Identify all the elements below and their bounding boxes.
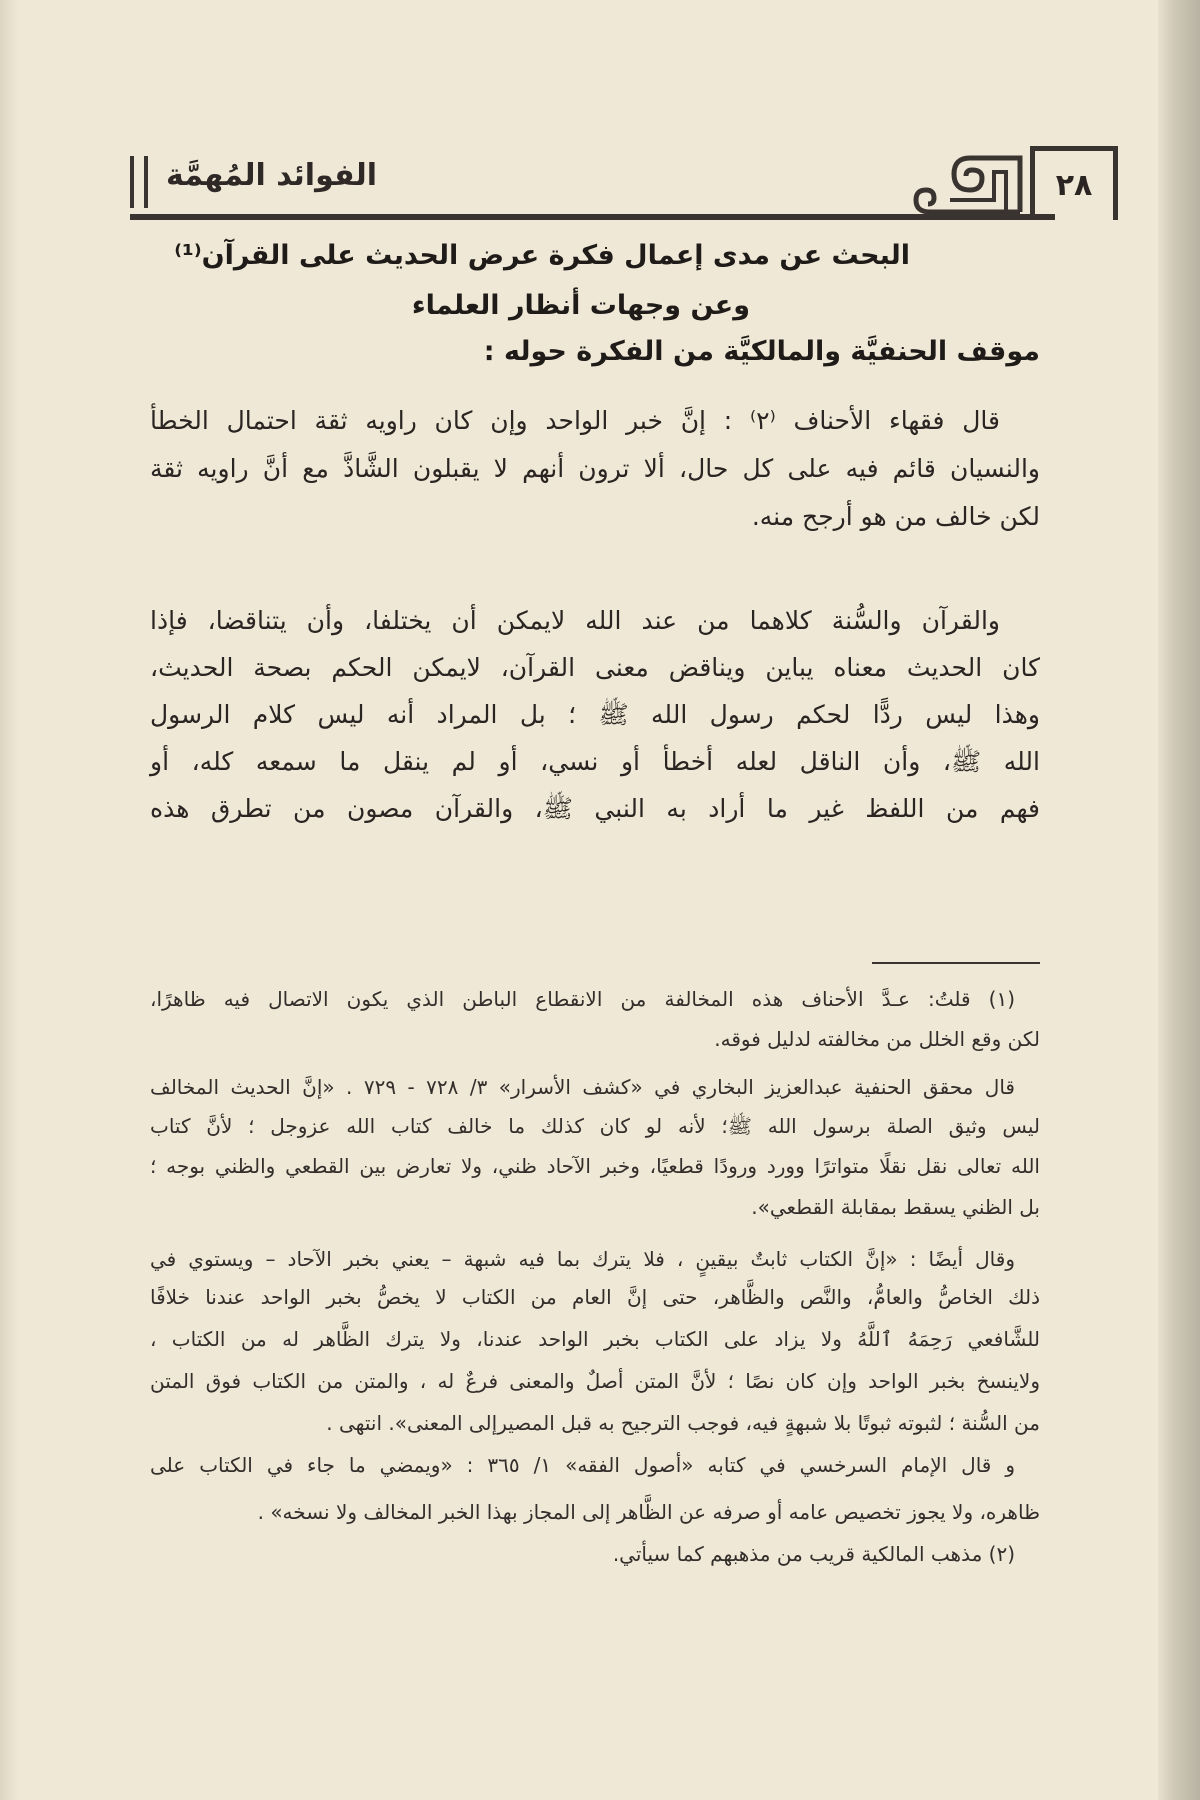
footnote-line: لكن وقع الخلل من مخالفته لدليل فوقه. <box>714 1027 1040 1051</box>
footnote-line: للشَّافعي رَحِمَهُ ٱللَّهُ ولا يزاد على الكتاب بخبر الواحد عندنا، ولا يترك الظَّاهر له من الكتاب ، <box>150 1327 1040 1351</box>
body-line: لكن خالف من هو أرجح منه. <box>751 502 1040 531</box>
footnote-line: ليس وثيق الصلة برسول الله ﷺ؛ لأنه لو كان كذلك ما خالف كتاب الله عزوجل ؛ لأنَّ كتاب <box>150 1114 1040 1138</box>
footnote-line: و قال الإمام السرخسي في كتابه «أصول الفقه» ١/ ٣٦٥ : «ويمضي ما جاء في الكتاب على <box>150 1453 1015 1477</box>
footnote-separator <box>872 962 1040 964</box>
footnote-line: الله تعالى نقل نقلًا متواترًا وورد ورودًا قطعيًا، وخبر الآحاد ظني، ولا تعارض بين القطعي والظني بوجه ؛ <box>150 1154 1040 1178</box>
section-heading: البحث عن مدى إعمال فكرة عرض الحديث على القرآن⁽¹⁾ <box>174 240 910 271</box>
body-line: كان الحديث معناه يباين ويناقض معنى القرآن، لايمكن الحكم بصحة الحديث، <box>150 653 1040 682</box>
footnote-line: (١) قلتُ: عـدَّ الأحناف هذه المخالفة من الانقطاع الباطن الذي يكون الاتصال فيه ظاهرًا، <box>150 987 1015 1011</box>
body-line: والقرآن والسُّنة كلاهما من عند الله لايمكن أن يختلفا، وأن يتناقضا، فإذا <box>150 606 1000 635</box>
page-right-edge <box>1158 0 1200 1800</box>
book-title: الفوائد المُهمَّة <box>166 158 378 193</box>
page-number: ٢٨ <box>1030 146 1118 220</box>
footnote-line: ظاهره، ولا يجوز تخصيص عامه أو صرفه عن الظَّاهر إلى المجاز بهذا الخبر المخالف ولا نسخه» . <box>257 1500 1040 1524</box>
footnote-line: بل الظني يسقط بمقابلة القطعي». <box>751 1195 1040 1219</box>
subsection-heading: موقف الحنفيَّة والمالكيَّة من الفكرة حوله : <box>483 336 1040 367</box>
footnote-line: قال محقق الحنفية عبدالعزيز البخاري في «كشف الأسرار» ٣/ ٧٢٨ - ٧٢٩ . «إنَّ الحديث المخالف <box>150 1075 1015 1099</box>
page-left-shadow <box>0 0 18 1800</box>
header-double-bar <box>130 156 148 208</box>
section-subheading: وعن وجهات أنظار العلماء <box>411 290 750 321</box>
footnote-line: (٢) مذهب المالكية قريب من مذهبهم كما سيأتي. <box>612 1542 1015 1566</box>
body-line: والنسيان قائم فيه على كل حال، ألا ترون أنهم لا يقبلون الشَّاذَّ مع أنَّ راويه ثقة <box>150 454 1040 483</box>
body-line: وهذا ليس ردًّا لحكم رسول الله ﷺ ؛ بل المراد أنه ليس كلام الرسول <box>150 700 1040 729</box>
footnote-line: من السُّنة ؛ لثبوته ثبوتًا بلا شبهةٍ فيه، فوجب الترجيح به قبل المصيرإلى المعنى». انتهى . <box>326 1411 1040 1435</box>
ornament-icon <box>910 150 1025 220</box>
body-line: قال فقهاء الأحناف ⁽٢⁾ : إنَّ خبر الواحد وإن كان راويه ثقة احتمال الخطأ <box>150 406 1000 435</box>
body-line: فهم من اللفظ غير ما أراد به النبي ﷺ، والقرآن مصون من تطرق هذه <box>150 794 1040 823</box>
running-header <box>130 150 1120 220</box>
footnote-line: وقال أيضًا : «إنَّ الكتاب ثابتٌ بيقينٍ ، فلا يترك بما فيه شبهة – يعني بخبر الآحاد – ويستوي في <box>150 1247 1015 1271</box>
footnote-line: ذلك الخاصُّ والعامُّ، والنَّص والظَّاهر، حتى إنَّ العام من الكتاب لا يخصُّ بخبر الواحد عندنا خلافًا <box>150 1285 1040 1309</box>
footnote-line: ولاينسخ بخبر الواحد وإن كان نصًا ؛ لأنَّ المتن أصلٌ والمعنى فرعٌ له ، والمتن من الكتاب فوق المتن <box>150 1369 1040 1393</box>
body-line: الله ﷺ، وأن الناقل لعله أخطأ أو نسي، أو لم ينقل ما سمعه كله، أو <box>150 747 1040 776</box>
header-rule <box>130 214 1055 220</box>
